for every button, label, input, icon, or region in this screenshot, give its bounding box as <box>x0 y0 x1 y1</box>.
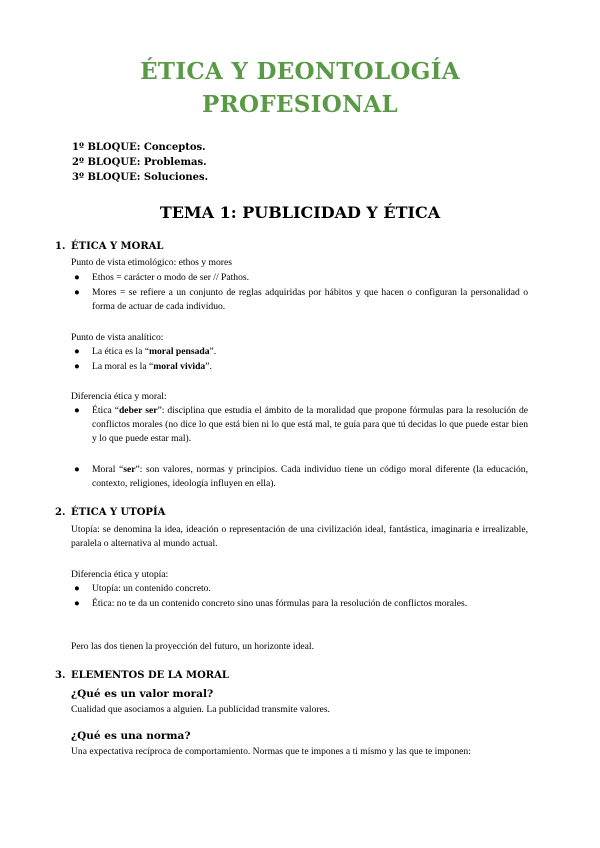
bullet-dot-icon: ● <box>74 272 80 283</box>
section-1-heading <box>55 241 163 252</box>
section-2-title: ÉTICA Y UTOPÍA <box>71 507 166 518</box>
s1-b6-bold: ser <box>123 464 136 475</box>
section-1-title: ÉTICA Y MORAL <box>71 241 164 252</box>
section-2-number: 2. <box>55 507 66 518</box>
bullet-dot-icon: ● <box>74 405 80 416</box>
s2-paragraph-diferencia: Diferencia ética y utopía: <box>71 569 169 580</box>
s1-b5-post: ”: disciplina que estudia el ámbito de la moralidad que propone fórmulas para la resolución de conflictos morales (no dice lo que está bien ni lo que está mal, te guía para que tú decidas lo que puede estar bien y lo que puede estar mal). <box>92 405 529 445</box>
s1-b4-pre: La moral es la “ <box>92 361 154 372</box>
s1-paragraph-diferencia: Diferencia ética y moral: <box>71 391 167 402</box>
bullet-dot-icon: ● <box>74 287 80 298</box>
bullet-dot-icon: ● <box>74 583 80 594</box>
s2-paragraph-utopia: Utopía: se denomina la idea, ideación o representación de una civilización ideal, fantástica, imaginaria e irrealizable, paralela o alternativa al mundo actual. <box>71 524 528 550</box>
section-1-number: 1. <box>55 241 66 252</box>
tema-heading: TEMA 1: PUBLICIDAD Y ÉTICA <box>159 203 441 222</box>
bullet-dot-icon: ● <box>74 361 80 372</box>
s3-answer-valor: Cualidad que asociamos a alguien. La publicidad transmite valores. <box>71 704 330 715</box>
bullet-dot-icon: ● <box>74 464 80 475</box>
s1-b6-post: ”: son valores, normas y principios. Cada individuo tiene un código moral diferente (la educación, contexto, religiones, ideología influyen en ella). <box>92 464 528 490</box>
s1-bullet-moral-vivida <box>74 360 528 374</box>
bullet-dot-icon: ● <box>74 346 80 357</box>
section-3-number: 3. <box>55 670 66 681</box>
s3-answer-norma: Una expectativa recíproca de comportamiento. Normas que te impones a ti mismo y las que te imponen: <box>71 746 471 757</box>
s1-b3-bold: moral pensada <box>149 346 210 357</box>
s1-bullet-ethos-text: Ethos = carácter o modo de ser // Pathos. <box>92 272 250 283</box>
s1-b4-post: ”. <box>205 361 212 372</box>
s1-b4-bold: moral vivida <box>153 361 206 372</box>
bloque-2: 2º BLOQUE: Problemas. <box>72 157 207 168</box>
s1-paragraph-analitico: Punto de vista analítico: <box>71 332 164 343</box>
document-title-line2: PROFESIONAL <box>201 91 399 118</box>
s1-bullet-etica-pensada <box>74 345 528 359</box>
s1-b6-pre: Moral “ <box>92 464 124 475</box>
section-3-heading <box>55 670 229 681</box>
s1-b5-bold: deber ser <box>118 405 158 416</box>
s3-question-norma: ¿Qué es una norma? <box>71 730 191 742</box>
s1-bullet-ser <box>74 463 528 491</box>
s1-bullet-mores <box>74 286 528 314</box>
s1-bullet-ethos <box>74 271 528 285</box>
s2-bullet-etica-text: Ética: no te da un contenido concreto sino unas fórmulas para la resolución de conflictos morales. <box>92 598 468 609</box>
bloques-list <box>72 140 208 185</box>
s1-bullet-deber-ser <box>74 404 529 447</box>
s2-bullet-utopia <box>74 582 528 596</box>
s1-paragraph-etimologico: Punto de vista etimológico: ethos y mores <box>71 257 232 268</box>
bloque-1: 1º BLOQUE: Conceptos. <box>72 142 206 153</box>
s2-bullet-utopia-text: Utopía: un contenido concreto. <box>92 583 211 594</box>
bloque-3: 3º BLOQUE: Soluciones. <box>72 172 209 183</box>
section-2-heading <box>55 507 165 518</box>
document-title-line1: ÉTICA Y DEONTOLOGÍA <box>140 58 460 85</box>
s3-question-valor: ¿Qué es un valor moral? <box>71 688 214 700</box>
bullet-dot-icon: ● <box>74 598 80 609</box>
section-3-title: ELEMENTOS DE LA MORAL <box>71 670 229 681</box>
s1-b3-post: ”. <box>209 346 217 357</box>
s2-paragraph-horizonte: Pero las dos tienen la proyección del futuro, un horizonte ideal. <box>71 641 314 652</box>
s1-b3-pre: La ética es la “ <box>92 346 149 357</box>
s2-bullet-etica <box>74 597 528 611</box>
s1-bullet-mores-text: Mores = se refiere a un conjunto de reglas adquiridas por hábitos y que hacen o configuran la personalidad o forma de actuar de cada individuo. <box>92 287 528 313</box>
s1-b5-pre: Ética “ <box>92 405 119 416</box>
